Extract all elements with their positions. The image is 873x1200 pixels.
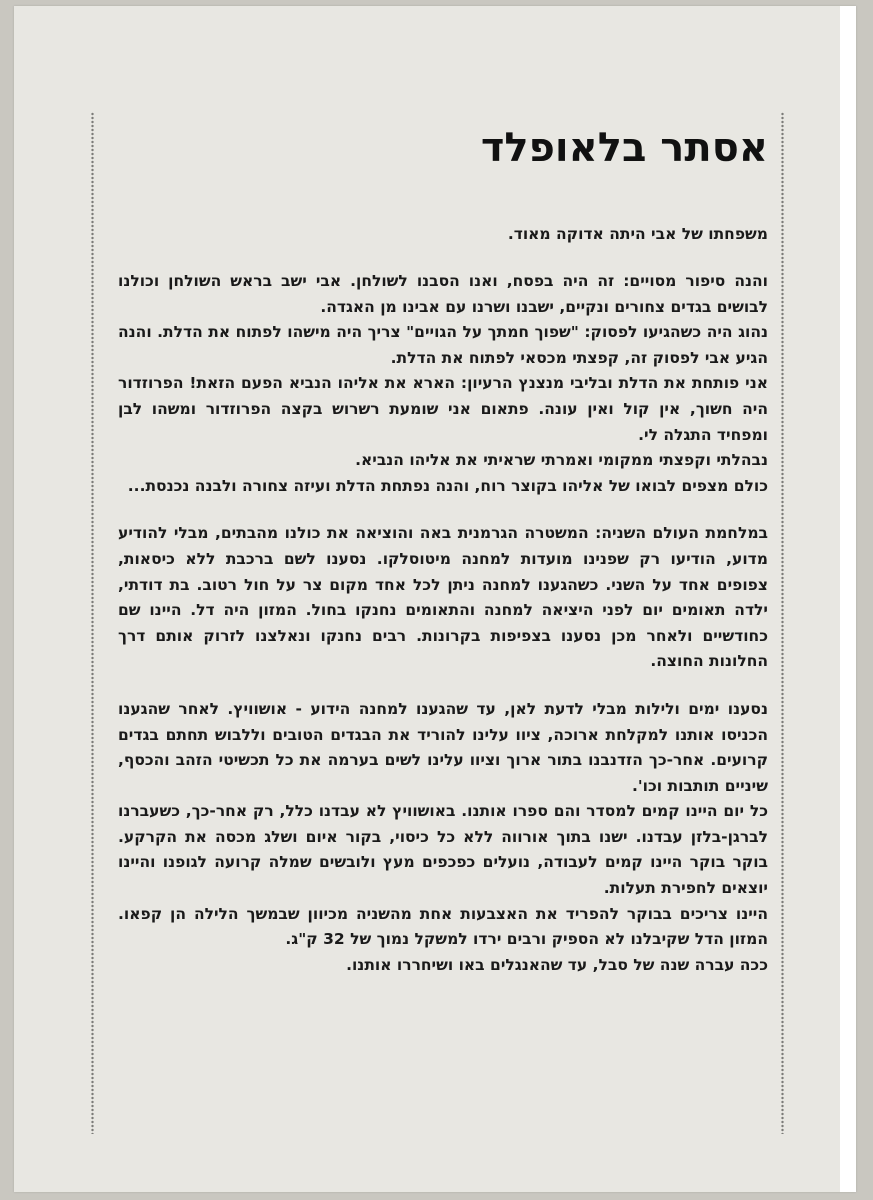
paragraph-line: אני פותחת את הדלת ובליבי מנצנץ הרעיון: הארא את אליהו הנביא הפעם הזאת! הפרוזדור היה חשוך, אין קול ואין עונה. פתאום אני שומעת רשרוש בקצה הפרוזדור ומשהו לבן ומפחיד התגלה לי.	[118, 374, 768, 444]
document-title: אסתר בלאופלד	[480, 125, 768, 171]
dotted-border-left	[90, 112, 95, 1134]
sheet-edge	[840, 6, 856, 1192]
paragraph-line: היינו צריכים בבוקר להפריד את האצבעות אחת מהשניה מכיוון שבמשך הלילה הן קפאו. המזון הדל שקיבלנו לא הספיק ורבים ירדו למשקל נמוך של 32 ק"ג.	[118, 904, 768, 949]
paragraph-line: כל יום היינו קמים למסדר והם ספרו אותנו. באושוויץ לא עבדנו כלל, רק אחר-כך, כשעברנו לברגן-בלזן עבדנו. ישנו בתוך אורווה ללא כל כיסוי, בקור איום ושלג מכסה את הקרקע. בוקר בוקר היינו קמים לעבודה, נועלים כפכפים מעץ ולובשים שמלה קרועה לגופנו והיינו יוצאים לחפירת תעלות.	[118, 802, 768, 898]
paragraph-auschwitz	[118, 697, 768, 979]
paper-sheet	[14, 6, 856, 1192]
document-body	[118, 112, 768, 978]
dotted-border-right	[780, 112, 785, 1134]
paragraph-line: כולם מצפים לבואו של אליהו בקוצר רוח, והנה נפתחת הדלת ועיזה צחורה ולבנה נכנסת...	[127, 476, 768, 495]
paragraph-line: נהוג היה כשהגיעו לפסוק: "שפוך חמתך על הגויים" צריך היה מישהו לפתוח את הדלת. והנה הגיע אבי לפסוק זה, קפצתי מכסאי לפתוח את הדלת.	[118, 323, 768, 367]
paragraph-line: ככה עברה שנה של סבל, עד שהאנגלים באו ושיחררו אותנו.	[346, 955, 768, 974]
paragraph-line: והנה סיפור מסויים: זה היה בפסח, ואנו הסבנו לשולחן. אבי ישב בראש השולחן וכולנו לבושים בגדים צחורים ונקיים, ישבנו ושרנו עם אבינו מן האגדה.	[118, 272, 768, 316]
paragraph-passover	[118, 269, 768, 499]
paragraph-war	[118, 521, 768, 675]
intro-line: משפחתו של אבי היתה אדוקה מאוד.	[507, 225, 768, 243]
paragraph-line: נסענו ימים ולילות מבלי לדעת לאן, עד שהגענו למחנה הידוע - אושוויץ. לאחר שהגענו הכניסו אותנו למקלחת ארוכה, ציוו עלינו להוריד את הבגדים הטובים וללבוש תחתם בגדים קרועים. אחר-כך הזדנבנו בתור ארוך וציוו עלינו לשים בערמה את כל תכשיטי הזהב והכסף, שיניים תותבות וכו'.	[118, 699, 768, 795]
paragraph-line: נבהלתי וקפצתי ממקומי ואמרתי שראיתי את אליהו הנביא.	[355, 451, 768, 470]
paragraph-line: במלחמת העולם השניה: המשטרה הגרמנית באה והוציאה את כולנו מהבתים, מבלי להודיע מדוע, הודיעו רק שפנינו מועדות למחנה מיטוסלקו. נסענו לשם ברכבת ללא כיסאות, צפופים אחד על השני. כשהגענו למחנה ניתן לכל אחד מקום צר על חול רטוב. בת דודתי, ילדה תאומים יום לפני היציאה למחנה והתאומים נחנקו בחול. המזון היה דל. היינו שם כחודשיים ולאחר מכן נסענו בצפיפות בקרונות. רבים נחנקו ונאלצנו לזרוק אותם דרך החלונות החוצה.	[118, 524, 768, 671]
